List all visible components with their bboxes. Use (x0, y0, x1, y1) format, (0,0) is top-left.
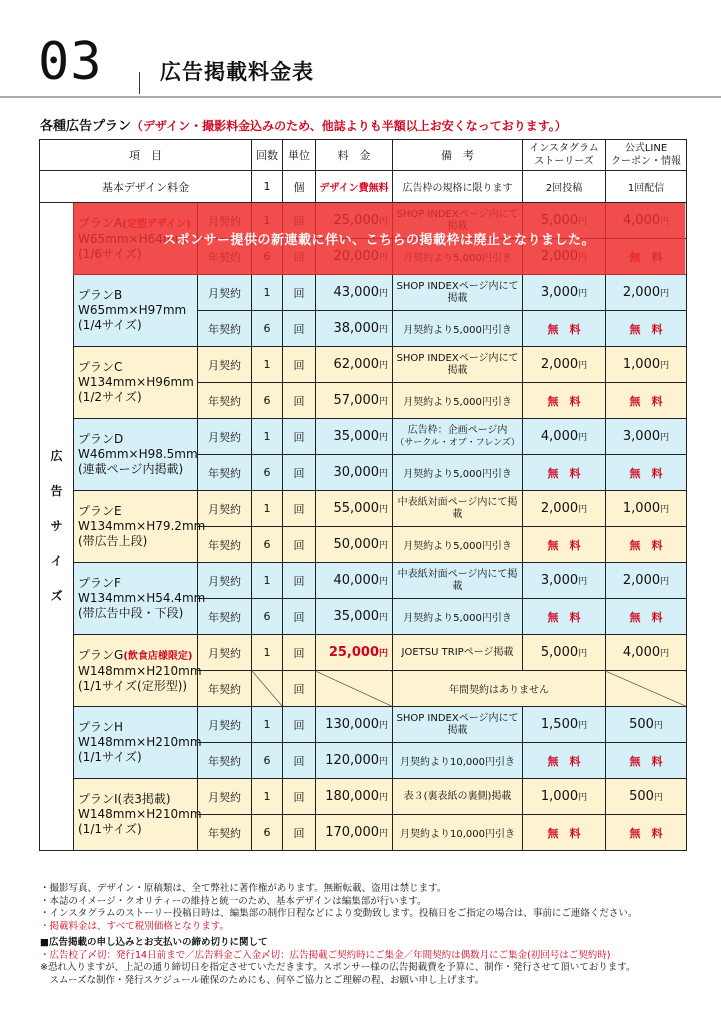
plan-name: プランF (78, 576, 121, 590)
yen-suffix: 円 (660, 433, 670, 443)
remarks-cell (393, 419, 523, 455)
price-value: 120,000 (325, 753, 379, 768)
price-cell (316, 527, 393, 563)
plan-name: プランⅠ(表3掲載) (78, 792, 171, 806)
plan-name: プランD (78, 432, 124, 446)
insta-value: 無 料 (547, 538, 581, 552)
insta-cell (523, 455, 606, 491)
unit-cell: 回 (283, 419, 316, 455)
line-value: 無 料 (629, 754, 663, 768)
count-cell: 1 (252, 491, 283, 527)
line-cell (606, 563, 687, 599)
line-cell (606, 275, 687, 311)
plan-ratio: (連載ページ内掲載) (78, 462, 184, 476)
line-cell (606, 707, 687, 743)
price-cell (316, 491, 393, 527)
count-cell: 1 (252, 563, 283, 599)
insta-cell (523, 311, 606, 347)
yen-suffix: 円 (379, 433, 389, 443)
line-cell (606, 635, 687, 671)
line-cell (606, 419, 687, 455)
unit-cell: 回 (283, 311, 316, 347)
remarks-cell (393, 275, 523, 311)
line-cell (606, 527, 687, 563)
remarks-text: SHOP INDEXページ内にて掲載 (396, 352, 519, 376)
count-cell: 1 (252, 707, 283, 743)
remarks-text: SHOP INDEXページ内にて掲載 (396, 712, 519, 736)
count-cell-empty (252, 671, 283, 707)
yen-suffix: 円 (379, 325, 389, 335)
unit-cell: 回 (283, 743, 316, 779)
notes (40, 883, 637, 987)
contract-type: 月契約 (198, 419, 252, 455)
unit-cell: 回 (283, 707, 316, 743)
insta-value: 3,000 (540, 573, 579, 588)
insta-cell (523, 275, 606, 311)
basic-price: デザイン費無料 (316, 171, 393, 203)
remarks-text: JOETSU TRIPページ掲載 (401, 646, 514, 658)
basic-label: 基本デザイン料金 (40, 171, 252, 203)
side-char: ズ (50, 589, 63, 603)
note-line: ・本誌のイメージ・クオリティーの維持と統一のため、基本デザインは編集部が行います。 (40, 895, 427, 907)
plan-size: W134mm×H79.2mm (78, 519, 206, 533)
price-cell (316, 599, 393, 635)
price-value: 30,000 (333, 465, 379, 480)
price-cell (316, 779, 393, 815)
line-value: 1,000 (622, 357, 661, 372)
price-value: 57,000 (333, 393, 379, 408)
section-heading (40, 115, 567, 134)
insta-cell (523, 491, 606, 527)
plan-cell (74, 491, 206, 563)
yen-suffix: 円 (660, 361, 670, 371)
insta-cell (523, 635, 606, 671)
contract-type: 年契約 (198, 383, 252, 419)
yen-suffix: 円 (660, 649, 670, 659)
plan-cell (74, 275, 198, 347)
yen-suffix: 円 (379, 577, 389, 587)
remarks-cell: 月契約より5,000円引き (393, 311, 523, 347)
table-row (40, 275, 687, 311)
table-row (40, 347, 687, 383)
insta-cell (523, 563, 606, 599)
yen-suffix: 円 (578, 577, 588, 587)
yen-suffix: 円 (379, 397, 389, 407)
plan-size: W148mm×H210mm (78, 735, 202, 749)
plan-tag: (飲食店様限定) (123, 650, 193, 662)
table-row (40, 779, 687, 815)
price-value: 180,000 (325, 789, 379, 804)
plan-name: プランB (78, 288, 123, 302)
price-cell (316, 743, 393, 779)
contract-type: 月契約 (198, 275, 252, 311)
plan-cell (74, 347, 198, 419)
price-value: 43,000 (333, 285, 379, 300)
yen-suffix: 円 (578, 793, 588, 803)
side-char: 広 (50, 449, 63, 463)
note-line: ・撮影写真、デザイン・原稿類は、全て弊社に著作権があります。無断転載、盗用は禁じます。 (40, 883, 447, 894)
insta-value: 1,500 (540, 717, 579, 732)
yen-suffix: 円 (379, 829, 389, 839)
remarks-cell (393, 347, 523, 383)
unit-cell: 回 (283, 563, 316, 599)
yen-suffix: 円 (578, 505, 588, 515)
line-value: 無 料 (629, 394, 663, 408)
plan-cell (74, 563, 206, 635)
basic-insta: 2回投稿 (523, 171, 606, 203)
line-cell (606, 779, 687, 815)
basic-count: 1 (252, 171, 283, 203)
line-cell (606, 455, 687, 491)
price-value: 35,000 (333, 609, 379, 624)
plan-name: プランE (78, 504, 122, 518)
plan-size: W148mm×H210mm (78, 663, 202, 678)
count-cell: 6 (252, 527, 283, 563)
count-cell: 6 (252, 455, 283, 491)
contract-type: 年契約 (198, 311, 252, 347)
line-value: 無 料 (629, 466, 663, 480)
price-cell (316, 275, 393, 311)
insta-value: 無 料 (547, 610, 581, 624)
remarks-cell (393, 563, 523, 599)
header-unit: 単位 (283, 140, 316, 171)
count-cell: 6 (252, 815, 283, 851)
basic-remarks: 広告枠の規格に限ります (393, 171, 523, 203)
insta-value: 3,000 (540, 285, 579, 300)
contract-type: 月契約 (198, 491, 252, 527)
plan-cell (74, 635, 202, 707)
plan-ratio: (1/1サイズ) (78, 822, 142, 836)
unit-cell: 回 (283, 275, 316, 311)
table-header-row (40, 140, 687, 171)
insta-value: 無 料 (547, 466, 581, 480)
deadline-heading: ■広告掲載の申し込みとお支払いの締め切りに関して (40, 937, 268, 948)
yen-suffix: 円 (653, 793, 663, 803)
plan-size: W46mm×H98.5mm (78, 447, 198, 461)
unit-cell: 回 (283, 347, 316, 383)
line-value: 4,000 (622, 645, 661, 660)
plan-ratio: (帯広告上段) (78, 534, 148, 548)
count-cell: 1 (252, 347, 283, 383)
unit-cell: 回 (283, 527, 316, 563)
count-cell: 6 (252, 311, 283, 347)
line-cell (606, 491, 687, 527)
table-row (40, 635, 687, 671)
yen-suffix: 円 (578, 721, 588, 731)
insta-cell (523, 743, 606, 779)
contract-type: 年契約 (198, 743, 252, 779)
line-cell (606, 347, 687, 383)
price-value: 25,000 (328, 645, 379, 660)
line-cell (606, 815, 687, 851)
insta-value: 無 料 (547, 322, 581, 336)
price-cell (316, 311, 393, 347)
insta-cell (523, 779, 606, 815)
unit-cell: 回 (283, 491, 316, 527)
yen-suffix: 円 (578, 289, 588, 299)
side-char: サ (50, 519, 63, 533)
yen-suffix: 円 (379, 649, 389, 659)
insta-value: 2,000 (540, 501, 579, 516)
contract-type: 年契約 (198, 455, 252, 491)
unit-cell: 回 (283, 383, 316, 419)
contract-type: 年契約 (198, 599, 252, 635)
header-rule (0, 96, 721, 98)
unit-cell: 回 (283, 815, 316, 851)
count-cell: 6 (252, 383, 283, 419)
basic-line: 1回配信 (606, 171, 687, 203)
table-row (40, 563, 687, 599)
table-row (40, 419, 687, 455)
remarks-cell (393, 491, 523, 527)
price-value: 40,000 (333, 573, 379, 588)
insta-value: 無 料 (547, 826, 581, 840)
yen-suffix: 円 (379, 289, 389, 299)
line-value: 1,000 (622, 501, 661, 516)
unit-cell: 回 (283, 455, 316, 491)
count-cell: 6 (252, 743, 283, 779)
page-title: 広告掲載料金表 (160, 60, 314, 84)
insta-value: 5,000 (540, 645, 579, 660)
line-value: 無 料 (629, 826, 663, 840)
count-cell: 1 (252, 779, 283, 815)
header-remarks: 備 考 (393, 140, 523, 171)
yen-suffix: 円 (653, 721, 663, 731)
side-label (40, 203, 74, 851)
yen-suffix: 円 (578, 433, 588, 443)
price-cell (316, 707, 393, 743)
remarks-text: 広告枠：企画ページ内 (407, 424, 508, 436)
yen-suffix: 円 (379, 541, 389, 551)
unit-cell: 回 (283, 671, 316, 707)
line-cell-empty (606, 671, 687, 707)
price-cell (316, 419, 393, 455)
count-cell: 6 (252, 599, 283, 635)
line-value: 無 料 (629, 610, 663, 624)
price-value: 55,000 (333, 501, 379, 516)
yen-suffix: 円 (379, 757, 389, 767)
insta-cell (523, 815, 606, 851)
price-value: 130,000 (325, 717, 379, 732)
note-tax: ・掲載料金は、すべて税別価格となります。 (40, 920, 230, 932)
contract-type: 月契約 (198, 779, 252, 815)
basic-design-row (40, 171, 687, 203)
table-row (40, 707, 687, 743)
contract-type: 月契約 (198, 635, 252, 671)
closing-line: スムーズな制作・発行スケジュール確保のためにも、何卒ご協力とご理解の程、お願い申し上げます。 (40, 974, 485, 986)
insta-cell (523, 599, 606, 635)
insta-value: 2,000 (540, 357, 579, 372)
unit-cell: 回 (283, 779, 316, 815)
insta-value: 無 料 (547, 754, 581, 768)
price-cell-empty (316, 671, 393, 707)
section-title: 各種広告プラン (40, 119, 132, 134)
deadline-text: ・広告校了〆切：発行14日前まで／広告料金ご入金〆切：広告掲載ご契約時にご集金／年間契約は偶数月にご集金(初回号はご契約時) (40, 949, 611, 961)
remarks-cell (393, 707, 523, 743)
yen-suffix: 円 (379, 721, 389, 731)
insta-cell (523, 419, 606, 455)
price-cell (316, 635, 393, 671)
yen-suffix: 円 (379, 505, 389, 515)
header-count: 回数 (252, 140, 283, 171)
remarks-text: 中表紙対面ページ内にて掲載 (397, 568, 518, 592)
remarks-cell: 月契約より5,000円引き (393, 527, 523, 563)
plan-size: W148mm×H210mm (78, 807, 202, 821)
contract-type: 月契約 (198, 563, 252, 599)
contract-type: 年契約 (198, 815, 252, 851)
header-insta: インスタグラム ストーリーズ (523, 140, 606, 171)
plan-name: プランG (78, 647, 124, 662)
remarks-cell: 月契約より5,000円引き (393, 383, 523, 419)
insta-cell (523, 527, 606, 563)
remarks-text: SHOP INDEXページ内にて掲載 (396, 280, 519, 304)
insta-cell (523, 347, 606, 383)
price-value: 62,000 (333, 357, 379, 372)
yen-suffix: 円 (660, 289, 670, 299)
remarks-text: 中表紙対面ページ内にて掲載 (397, 496, 518, 520)
line-value: 2,000 (622, 285, 661, 300)
plan-name: プランC (78, 360, 123, 374)
price-value: 38,000 (333, 321, 379, 336)
yen-suffix: 円 (578, 649, 588, 659)
discontinued-message: スポンサー提供の新連載に伴い、こちらの掲載枠は廃止となりました。 (162, 233, 595, 248)
line-value: 500 (629, 717, 654, 732)
line-value: 500 (629, 789, 654, 804)
contract-type: 月契約 (198, 347, 252, 383)
line-value: 無 料 (629, 322, 663, 336)
yen-suffix: 円 (660, 577, 670, 587)
remarks-cell: 月契約より5,000円引き (393, 599, 523, 635)
remarks-cell (393, 635, 523, 671)
price-cell (316, 455, 393, 491)
yen-suffix: 円 (379, 613, 389, 623)
plan-size: W65mm×H97mm (78, 303, 187, 317)
side-char: 告 (50, 484, 63, 498)
line-value: 無 料 (629, 538, 663, 552)
section-note: （デザイン・撮影料金込みのため、他誌よりも半額以上お安くなっております。） (131, 119, 567, 133)
remarks-cell: 年間契約はありません (393, 671, 606, 707)
remarks-cell: 月契約より10,000円引き (393, 815, 523, 851)
header-item: 項 目 (40, 140, 252, 171)
line-cell (606, 599, 687, 635)
unit-cell: 回 (283, 635, 316, 671)
plan-ratio: (帯広告中段・下段) (78, 606, 184, 620)
plan-ratio: (1/2サイズ) (78, 390, 142, 404)
count-cell: 1 (252, 635, 283, 671)
insta-cell (523, 707, 606, 743)
plan-ratio: (1/1サイズ) (78, 750, 142, 764)
plan-ratio: (1/4サイズ) (78, 318, 142, 332)
yen-suffix: 円 (379, 793, 389, 803)
note-line: ・インスタグラムのストーリー投稿日時は、編集部の制作日程などにより変動致します。投稿日をご指定の場合は、事前にご連絡ください。 (40, 908, 638, 919)
plan-name: プランH (78, 720, 124, 734)
side-char: イ (50, 554, 63, 568)
insta-cell (523, 383, 606, 419)
price-cell (316, 383, 393, 419)
page-number: 03 (38, 32, 103, 92)
line-cell (606, 311, 687, 347)
yen-suffix: 円 (578, 361, 588, 371)
price-cell (316, 563, 393, 599)
unit-cell: 回 (283, 599, 316, 635)
remarks-cell: 月契約より5,000円引き (393, 455, 523, 491)
price-cell (316, 347, 393, 383)
price-value: 170,000 (325, 825, 379, 840)
remarks-cell (393, 779, 523, 815)
insta-value: 4,000 (540, 429, 579, 444)
header-line: 公式LINE クーポン・情報 (606, 140, 687, 171)
header-divider (139, 72, 140, 94)
line-cell (606, 743, 687, 779)
plan-rows (40, 203, 687, 851)
count-cell: 1 (252, 275, 283, 311)
plan-cell (74, 707, 202, 779)
table-row (40, 491, 687, 527)
header-price: 料 金 (316, 140, 393, 171)
plan-size: W134mm×H54.4mm (78, 591, 206, 605)
remarks-text: 表３(裏表紙の裏側)掲載 (403, 790, 512, 802)
remarks-sub: （サークル・オブ・フレンズ） (395, 437, 520, 448)
insta-value: 無 料 (547, 394, 581, 408)
plan-cell (74, 779, 202, 851)
contract-type: 年契約 (198, 527, 252, 563)
line-cell (606, 383, 687, 419)
plan-cell (74, 419, 198, 491)
price-value: 35,000 (333, 429, 379, 444)
price-cell (316, 815, 393, 851)
yen-suffix: 円 (379, 469, 389, 479)
closing-line: ※恐れ入りますが、上記の通り締切日を指定させていただきます。スポンサー様の広告掲載費を予算に、制作・発行させて頂いております。 (40, 962, 636, 973)
price-value: 50,000 (333, 537, 379, 552)
line-value: 2,000 (622, 573, 661, 588)
plan-size: W134mm×H96mm (78, 375, 194, 389)
plan-ratio: (1/1サイズ(定形型)) (78, 678, 188, 693)
insta-value: 1,000 (540, 789, 579, 804)
count-cell: 1 (252, 419, 283, 455)
line-value: 3,000 (622, 429, 661, 444)
contract-type: 月契約 (198, 707, 252, 743)
basic-unit: 個 (283, 171, 316, 203)
remarks-cell: 月契約より10,000円引き (393, 743, 523, 779)
contract-type: 年契約 (198, 671, 252, 707)
yen-suffix: 円 (660, 505, 670, 515)
yen-suffix: 円 (379, 361, 389, 371)
